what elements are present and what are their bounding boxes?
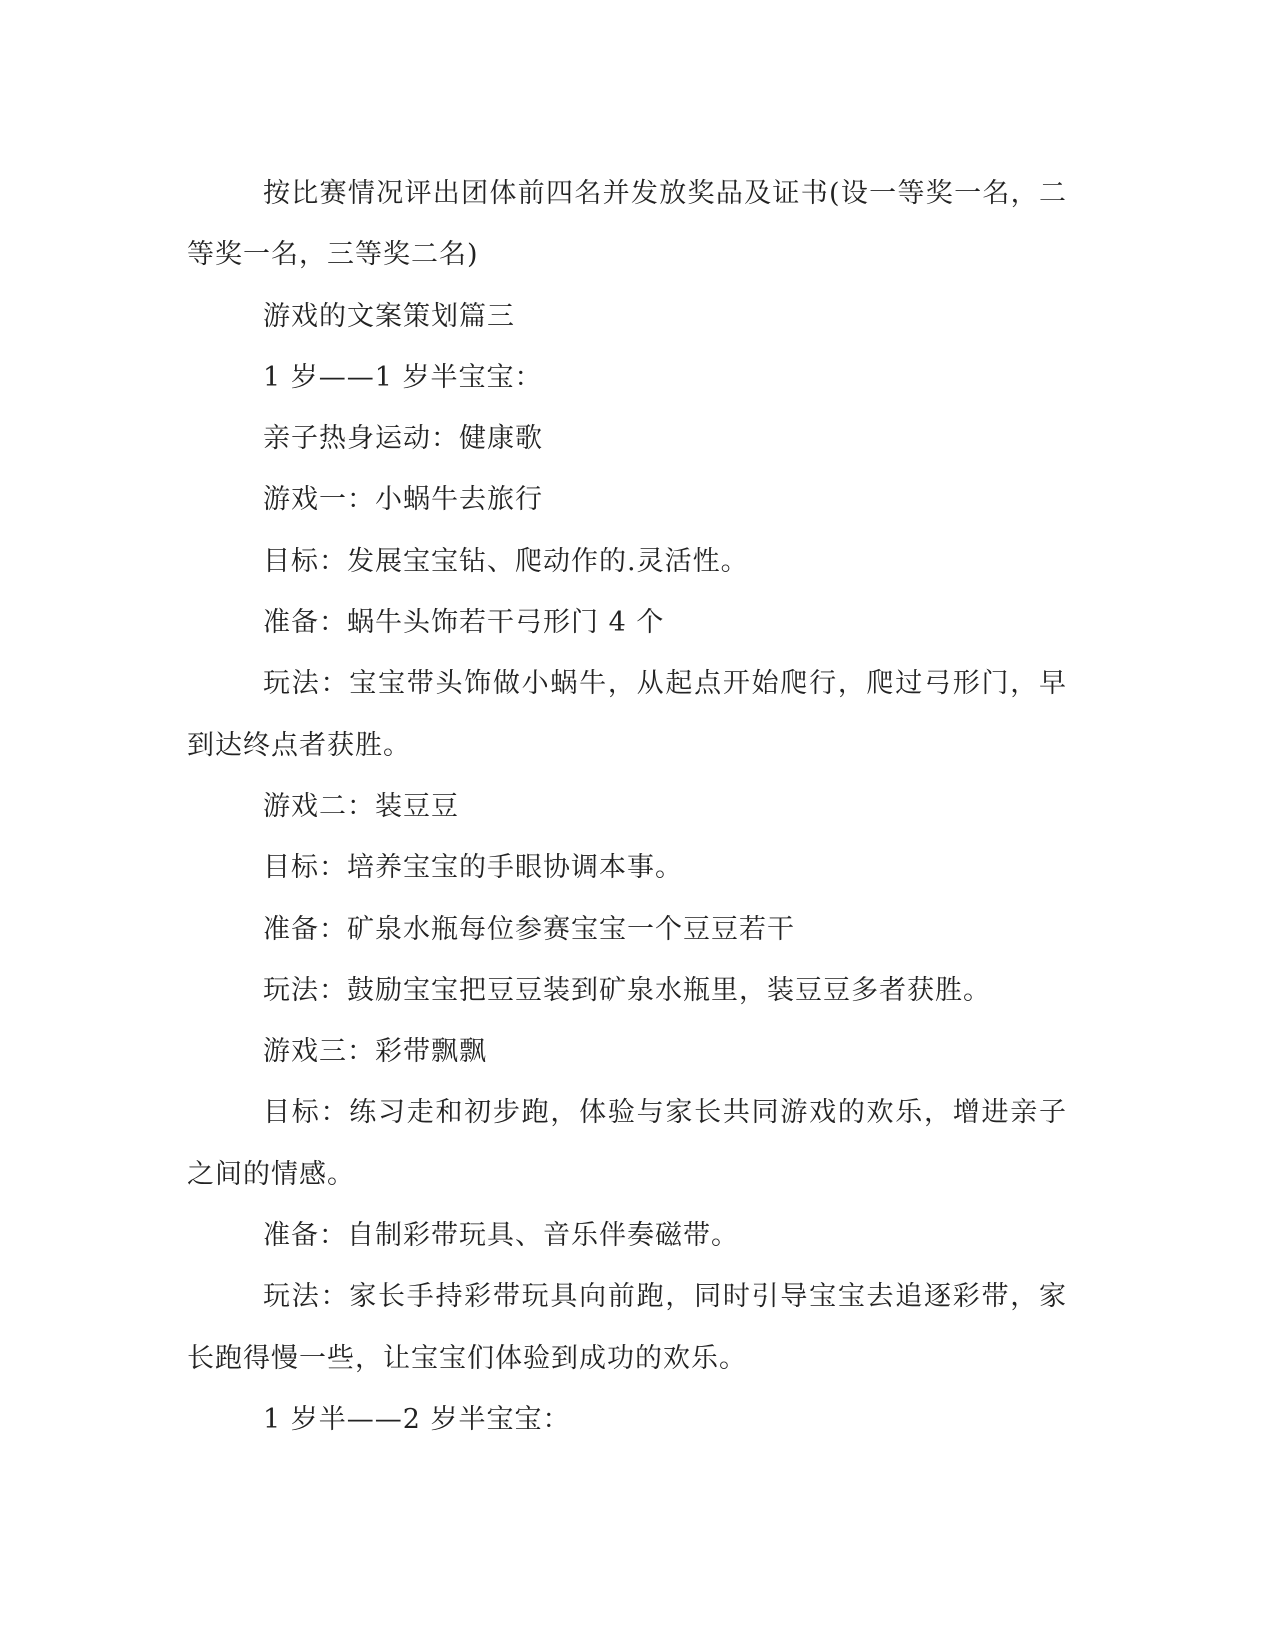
paragraph: 目标：发展宝宝钻、爬动作的.灵活性。 bbox=[263, 545, 749, 577]
paragraph: 目标：培养宝宝的手眼协调本事。 bbox=[263, 852, 683, 884]
game-heading: 游戏一：小蜗牛去旅行 bbox=[263, 484, 543, 516]
section-heading: 游戏的文案策划篇三 bbox=[263, 300, 515, 332]
age-group-heading: 1 岁半——2 岁半宝宝： bbox=[263, 1403, 571, 1435]
paragraph: 准备：自制彩带玩具、音乐伴奏磁带。 bbox=[263, 1220, 739, 1252]
paragraph: 玩法：家长手持彩带玩具向前跑，同时引导宝宝去追逐彩带，家长跑得慢一些，让宝宝们体验到成功的欢乐。 bbox=[187, 1281, 1067, 1374]
paragraph: 玩法：鼓励宝宝把豆豆装到矿泉水瓶里，装豆豆多者获胜。 bbox=[263, 974, 991, 1006]
paragraph: 准备：蜗牛头饰若干弓形门 4 个 bbox=[263, 607, 665, 639]
paragraph: 准备：矿泉水瓶每位参赛宝宝一个豆豆若干 bbox=[263, 913, 795, 945]
paragraph: 目标：练习走和初步跑，体验与家长共同游戏的欢乐，增进亲子之间的情感。 bbox=[187, 1097, 1067, 1190]
document-body bbox=[187, 163, 1067, 1450]
game-heading: 游戏三：彩带飘飘 bbox=[263, 1036, 487, 1068]
game-heading: 游戏二：装豆豆 bbox=[263, 790, 459, 822]
age-group-heading: 1 岁——1 岁半宝宝： bbox=[263, 361, 543, 393]
paragraph: 玩法：宝宝带头饰做小蜗牛，从起点开始爬行，爬过弓形门，早到达终点者获胜。 bbox=[187, 668, 1067, 761]
paragraph: 按比赛情况评出团体前四名并发放奖品及证书(设一等奖一名，二等奖一名，三等奖二名) bbox=[187, 178, 1067, 271]
paragraph: 亲子热身运动：健康歌 bbox=[263, 423, 543, 455]
